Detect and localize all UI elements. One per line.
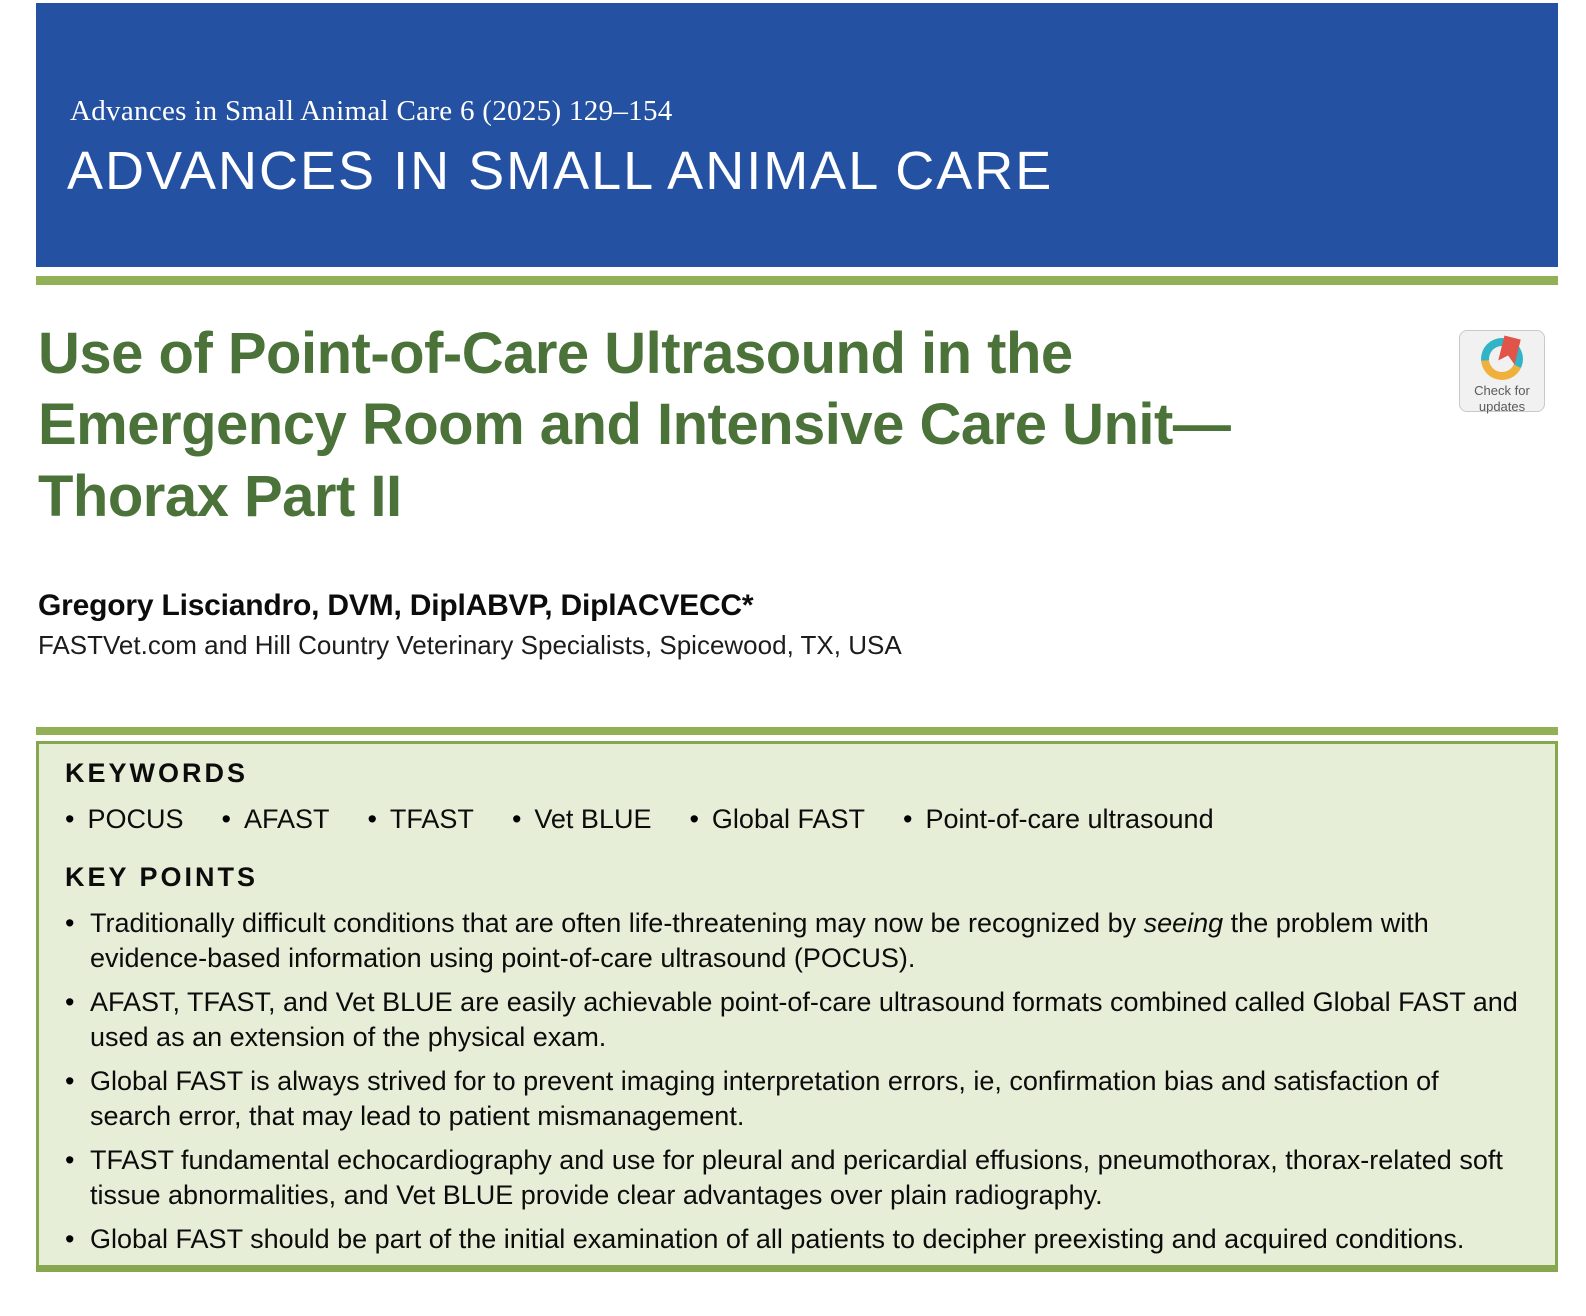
keywords-list	[65, 804, 1529, 835]
keyword-label: Global FAST	[711, 804, 865, 834]
check-for-updates-line2: updates	[1478, 398, 1526, 414]
keyword-label: TFAST	[389, 804, 474, 834]
keyword-item	[689, 804, 865, 835]
bullet-icon: •	[65, 908, 75, 938]
key-point-item	[65, 1222, 1529, 1257]
key-points-list	[65, 906, 1529, 1257]
bullet-icon: •	[221, 804, 231, 834]
key-point-item	[65, 1064, 1529, 1134]
keyword-item	[903, 804, 1214, 835]
keyword-item	[367, 804, 473, 835]
key-point-item	[65, 1143, 1529, 1213]
bullet-icon: •	[65, 987, 75, 1017]
journal-masthead	[36, 3, 1558, 267]
keyword-label: Vet BLUE	[534, 804, 652, 834]
author-name: Gregory Lisciandro, DVM, DiplABVP, DiplACVECC*	[38, 589, 754, 622]
bullet-icon: •	[511, 804, 522, 834]
keyword-label: AFAST	[243, 804, 330, 834]
keyword-item	[65, 804, 183, 835]
keyword-label: POCUS	[87, 804, 184, 834]
key-point-text	[90, 985, 1520, 1055]
key-point-text	[90, 1143, 1520, 1213]
keywords-heading: KEYWORDS	[65, 758, 249, 788]
key-point-text-before: TFAST fundamental echocardiography and use for pleural and pericardial effusions, pneumothorax, thorax-related soft tissue abnormalities, and Vet BLUE provide clear advantages over plain radiography.	[90, 1145, 1503, 1210]
journal-name: ADVANCES IN SMALL ANIMAL CARE	[67, 141, 1054, 201]
key-point-item	[65, 985, 1529, 1055]
crossmark-ring-icon	[1481, 338, 1523, 380]
key-point-text-after: the problem with evidence-based information using point-of-care ultrasound (POCUS).	[90, 908, 1429, 973]
check-for-updates-line1: Check for	[1474, 383, 1530, 398]
crossmark-bookmark-icon	[1498, 335, 1521, 364]
green-divider-box	[36, 727, 1558, 735]
key-point-text	[90, 906, 1520, 976]
key-point-item	[65, 906, 1529, 976]
bullet-icon: •	[65, 1224, 75, 1254]
green-divider-top	[36, 276, 1558, 285]
article-title: Use of Point-of-Care Ultrasound in the Emergency Room and Intensive Care Unit—Thorax Part II	[38, 321, 1231, 529]
key-point-text-before: AFAST, TFAST, and Vet BLUE are easily achievable point-of-care ultrasound formats combined called Global FAST and used as an extension of the physical exam.	[90, 987, 1518, 1052]
check-for-updates-badge[interactable]	[1459, 330, 1545, 412]
key-point-text-before: Global FAST should be part of the initial examination of all patients to decipher preexisting and acquired conditions.	[90, 1224, 1465, 1254]
key-point-text	[90, 1222, 1520, 1257]
key-points-heading: KEY POINTS	[65, 862, 259, 892]
journal-citation: Advances in Small Animal Care 6 (2025) 129–154	[70, 95, 673, 127]
author-affiliation: FASTVet.com and Hill Country Veterinary Specialists, Spicewood, TX, USA	[38, 630, 902, 660]
bullet-icon: •	[902, 804, 913, 834]
key-point-text-before: Global FAST is always strived for to prevent imaging interpretation errors, ie, confirmation bias and satisfaction of search error, that may lead to patient mismanagement.	[90, 1066, 1439, 1131]
keyword-item	[221, 804, 329, 835]
keyword-item	[512, 804, 652, 835]
key-point-text	[90, 1064, 1520, 1134]
bullet-icon: •	[367, 804, 377, 834]
bullet-icon: •	[65, 804, 75, 834]
keyword-label: Point-of-care ultrasound	[925, 804, 1214, 834]
abstract-box	[36, 741, 1558, 1272]
key-point-text-before: Traditionally difficult conditions that are often life-threatening may now be recognized by	[90, 908, 1144, 938]
bullet-icon: •	[689, 804, 699, 834]
bullet-icon: •	[65, 1066, 75, 1096]
key-point-text-italic: seeing	[1143, 908, 1224, 938]
check-for-updates-label	[1474, 383, 1530, 415]
bullet-icon: •	[65, 1145, 75, 1175]
